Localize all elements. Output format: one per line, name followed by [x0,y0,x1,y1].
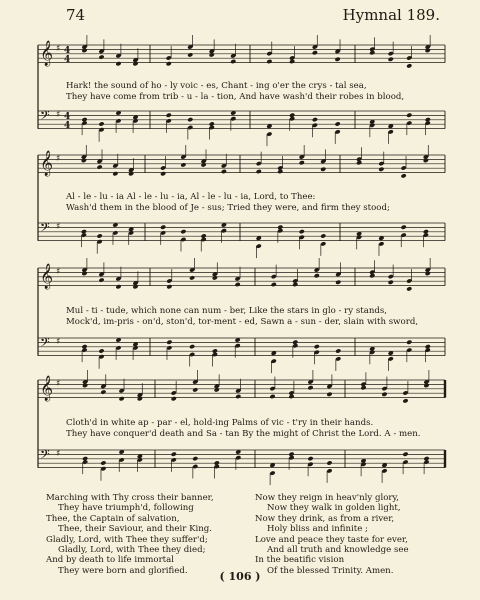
sharp-icon: ♯ [56,44,61,54]
treble-clef-icon: 𝄞 [40,41,54,66]
notehead [423,158,429,163]
notehead [171,452,177,457]
sharp-icon: ♯ [56,337,61,347]
notehead [132,284,138,289]
sharp-icon: ♯ [56,267,61,277]
notehead [326,460,332,465]
notehead [388,57,394,62]
verse-line: Love and peace they taste for ever, [255,534,408,545]
notehead [214,387,220,392]
notehead [299,160,305,165]
notehead [81,158,87,163]
verse-line: Marching with Thy cross their banner, [46,493,214,503]
notehead [312,50,318,55]
notehead [277,169,283,174]
treble-clef-icon: 𝄞 [40,376,54,401]
notehead [271,282,277,287]
notehead [406,286,412,291]
time-signature-top: 4 [64,112,71,122]
notehead [423,383,429,388]
notehead [160,171,166,176]
notehead [360,385,366,390]
sharp-icon: ♯ [56,449,61,459]
treble-clef-icon: 𝄞 [40,264,54,289]
notehead [98,121,104,126]
notehead [128,171,134,176]
verse-line: Now they walk in golden light, [267,503,401,514]
notehead [98,348,104,353]
notehead [189,275,195,280]
notehead [266,59,272,64]
time-signature-bottom: 4 [64,55,71,65]
notehead [256,169,262,174]
notehead [314,344,320,349]
notehead [180,162,186,167]
verse-right [255,493,465,576]
system-1-lyrics-line-1: Hark! the sound of ho - ly voic - es, Chant - ing o'er the crys - tal sea, [66,81,367,91]
notehead [326,392,332,397]
notehead [166,340,172,345]
notehead [112,171,118,176]
notehead [201,162,207,167]
notehead [132,61,138,66]
sharp-icon: ♯ [56,154,61,164]
notehead [98,54,104,59]
verse-left [46,493,256,576]
verse-line: Of the blessed Trinity. Amen. [267,565,394,576]
verse-line: Thee, their Saviour, and their King. [58,524,213,535]
notehead [312,117,318,122]
notehead [356,160,362,165]
sharp-icon: ♯ [56,222,61,232]
notehead [425,271,431,276]
notehead [406,340,412,345]
notehead [401,225,407,230]
verse-line: Holy bliss and infinite ; [267,524,368,535]
notehead [369,50,375,55]
notehead [401,173,407,178]
notehead [189,344,195,349]
notehead [221,169,227,174]
notehead [187,117,193,122]
notehead [402,398,408,403]
notehead [299,229,305,234]
notehead [97,164,103,169]
notehead [320,167,326,172]
system-2-lyrics-line-2: Wash'd them in the blood of Je - sus; Tried they were, and firm they stood; [66,203,390,213]
hymn-title: Hymnal 189. [342,6,440,24]
verse-line: In the beatific vision [255,555,345,566]
notehead [369,273,375,278]
verse-line: They have triumph'd, following [58,503,194,514]
notehead [378,167,384,172]
notehead [166,284,172,289]
notehead [160,225,166,230]
notehead [82,383,88,388]
notehead [180,229,186,234]
notehead [235,282,241,287]
system-2-lyrics-line-1: Al - le - lu - ia Al - le - lu - ia, Al - le - lu - ia, Lord, to Thee: [66,192,316,202]
notehead [402,452,408,457]
notehead [192,456,198,461]
notehead [137,396,143,401]
system-4-lyrics-line-2: They have conquer'd death and Sa - tan By the might of Christ the Lord. A - men. [66,429,421,439]
notehead [209,52,215,57]
notehead [81,48,87,53]
page-folio: ( 106 ) [219,570,261,583]
notehead [335,57,341,62]
sharp-icon: ♯ [56,379,61,389]
verse-line: Gladly, Lord, with Thee they suffer'd; [46,534,208,545]
notehead [320,233,326,238]
notehead [100,460,106,465]
notehead [81,271,87,276]
treble-clef-icon: 𝄞 [40,151,54,176]
notehead [212,275,218,280]
notehead [100,389,106,394]
notehead [406,113,412,118]
notehead [292,282,298,287]
notehead [314,273,320,278]
verse-line: And by death to life immortal [46,555,174,566]
system-1-lyrics-line-2: They have come from trib - u - la - tion, And have wash'd their robes in blood, [66,92,405,102]
page-number: 74 [66,6,86,24]
notehead [406,63,412,68]
verse-line: And all truth and knowledge see [267,545,409,556]
time-signature-bottom: 4 [64,121,71,131]
notehead [166,113,172,118]
verse-line: Gladly, Lord, with Thee they died; [58,545,206,556]
notehead [388,280,394,285]
notehead [425,48,431,53]
bass-clef-icon: 𝄢 [40,447,50,465]
bass-clef-icon: 𝄢 [40,335,50,353]
system-3-lyrics-line-1: Mul - ti - tude, which none can num - ber, Like the stars in glo - ry stands, [66,306,388,316]
notehead [97,233,103,238]
notehead [307,456,313,461]
notehead [98,277,104,282]
time-signature-top: 4 [64,46,71,56]
notehead [289,59,295,64]
verse-line: They were born and glorified. [58,565,188,576]
notehead [288,394,294,399]
notehead [171,396,177,401]
notehead [335,280,341,285]
system-4-lyrics-line-1: Cloth'd in white ap - par - el, hold-ing Palms of vic - t'ry in their hands. [66,418,374,428]
notehead [235,394,241,399]
system-3-lyrics-line-2: Mock'd, im-pris - on'd, ston'd, tor-ment - ed, Sawn a - sun - der, slain with sword, [66,317,419,327]
notehead [381,392,387,397]
bass-clef-icon: 𝄢 [40,108,50,126]
notehead [307,385,313,390]
notehead [187,52,193,57]
verse-line: Now they drink, as from a river, [255,513,395,524]
notehead [335,121,341,126]
notehead [115,61,121,66]
notehead [166,61,172,66]
notehead [269,394,275,399]
notehead [115,284,121,289]
notehead [335,348,341,353]
verse-line: Thee, the Captain of salvation, [46,513,180,524]
notehead [230,59,236,64]
sharp-icon: ♯ [56,110,61,120]
bass-clef-icon: 𝄢 [40,220,50,238]
verse-line: Now they reign in heav'nly glory, [255,493,399,503]
notehead [119,396,125,401]
notehead [192,387,198,392]
